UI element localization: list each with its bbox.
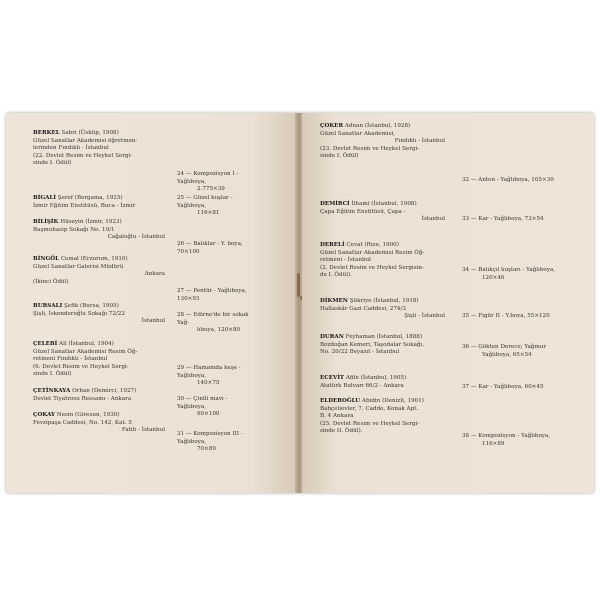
work-number: 37 <box>462 384 470 390</box>
work-dimensions: 60×100 <box>197 411 220 418</box>
work-dimensions: lıboya, 120×80 <box>197 327 241 334</box>
work-entry <box>462 313 572 321</box>
artist-address-line: retmeni - İstanbul <box>320 257 371 264</box>
work-title: — Edirne'de bir sokak Yağ- <box>177 312 249 326</box>
artist-surname: ECEVİT <box>320 375 345 381</box>
artist-entry <box>320 375 445 390</box>
work-entry <box>177 171 255 194</box>
artist-city: Fındıklı - İstanbul <box>394 138 445 145</box>
artist-address-line: B. 4 Ankara <box>320 413 354 420</box>
work-title: — Kompozisyon I - Yağlıboya, <box>177 171 239 185</box>
artist-address-line: (22. Devlet Resim ve Heykel Sergi- <box>33 152 133 159</box>
artist-details: Ali (İstanbul, 1904) <box>59 341 114 347</box>
work-entry <box>177 241 255 256</box>
artist-address-line: Atatürk Bulvarı 66/2 - Ankara <box>320 382 404 389</box>
work-entry <box>177 195 255 218</box>
artist-surname: BİGALİ <box>33 195 57 201</box>
work-title: — Kar - Yağlıboya, 60×45 <box>470 384 544 390</box>
artist-city: Cağaloğlu - İstanbul <box>107 234 165 241</box>
artist-entry <box>33 130 165 168</box>
work-dimensions: Yağlıboya, 65×54 <box>482 351 532 358</box>
artist-address-line: İzmir Eğitim Enstitüsü, Buca - İzmir <box>33 202 136 209</box>
work-entry <box>177 365 255 388</box>
artist-address-line: No. 20/22 Beyazıt - İstanbul <box>320 349 400 356</box>
artist-address-line: Şişli, İskenderoğlu Sokağı 72/22 <box>33 310 125 317</box>
artist-details: Cevat (Rize, 1900) <box>346 242 399 248</box>
artist-city: Fatih - İstanbul <box>121 427 165 434</box>
artist-city: İstanbul <box>421 216 445 223</box>
artist-address-line: (2. Devlet Resim ve Heykel Sergisin- <box>320 264 424 271</box>
artist-address-line: de I. Ödül). <box>320 272 352 279</box>
work-entry <box>177 396 255 419</box>
artist-address-line: (6. Devlet Resim ve Heykel Sergi- <box>33 363 129 370</box>
artist-address-line: lerinden Fındıklı - İstanbul <box>33 145 109 152</box>
artist-award: (İkinci Ödül) <box>33 278 69 285</box>
work-number: 25 <box>177 195 185 201</box>
artist-surname: DURAN <box>320 334 344 340</box>
artist-details: Orhan (Demirci, 1927) <box>72 388 137 394</box>
work-dimensions: 116×81 <box>197 210 220 217</box>
artist-details: Hüseyin (İzmir, 1923) <box>60 219 122 225</box>
artist-details: Cemal (Erzurum, 1910) <box>60 256 128 262</box>
artist-address-line: Hallaskâr Gazi Caddesi, 274/3 <box>320 305 406 312</box>
artist-details: Adnan (İstanbul, 1928) <box>344 123 411 129</box>
work-number: 38 <box>462 433 470 439</box>
work-dimensions: 116×89 <box>482 440 505 447</box>
artist-details: Feyhaman (İstanbul, 1888) <box>345 334 423 340</box>
artist-address-line: Güzel Sanatlar Akademisi öğretmen- <box>33 137 138 144</box>
artist-address-line: Fevzipaşa Caddesi, No. 142, Kat. 5 <box>33 419 132 426</box>
artist-address-line: Çapa Eğitim Enstitüsü, Çapa - <box>320 208 406 215</box>
artist-surname: BİNGÖL <box>33 256 60 262</box>
artist-details: Şeref (Bergama, 1925) <box>57 195 123 201</box>
artist-surname: ÇELEBİ <box>33 341 58 347</box>
artist-details: Şükriye (İstanbul, 1918) <box>349 298 419 304</box>
artist-award-line: (23. Devlet Resim ve Heykel Sergi- <box>320 145 420 152</box>
work-dimensions: 2.775×39 <box>197 186 225 193</box>
work-title: — Gökten Derece; Yağmur <box>470 344 547 350</box>
artist-entry <box>320 242 445 280</box>
binding-staple <box>297 273 300 297</box>
artist-address-line: retmeni Fındıklı - İstanbul <box>33 356 108 363</box>
artist-details: Nesin (Giresun, 1930) <box>56 412 120 418</box>
artist-entry <box>320 123 445 161</box>
work-number: 29 <box>177 365 185 371</box>
artist-entry <box>33 412 165 435</box>
work-number: 24 <box>177 171 185 177</box>
work-entry <box>177 288 255 303</box>
work-title: — Kar - Yağlıboya, 73×54 <box>470 216 544 222</box>
artist-details: Abidin (Denizli, 1901) <box>361 398 424 404</box>
artist-address-line: (25. Devlet Resim ve Heykel Sergi- <box>320 420 420 427</box>
artist-address-line: sinde II. Ödül). <box>320 428 363 435</box>
artist-address-line: Devlet Tiyatrosu Ressamı - Ankara <box>33 395 132 402</box>
artist-entry <box>320 201 445 224</box>
work-number: 30 <box>177 396 185 402</box>
work-title: — Çinili mavi - Yağlıboya, <box>177 396 228 410</box>
work-number: 36 <box>462 344 470 350</box>
artist-address-line: Güzel Sanatlar Galerisi Müdürü <box>33 263 124 270</box>
artist-surname: BURSALI <box>33 303 63 309</box>
artist-address-line: Başmuhasip Sokağı No. 19/1 <box>33 226 115 233</box>
artist-details: Afife (İstanbul, 1905) <box>345 375 407 381</box>
work-title: — Figür II - Y.boya, 55×120 <box>470 313 550 319</box>
artist-entry <box>33 256 165 286</box>
artist-details: Şefik (Bursa, 1905) <box>63 303 119 309</box>
artist-address-line: Güzel Sanatlar Akademisi Resim Öğ- <box>33 348 138 355</box>
artist-surname: BERKEL <box>33 130 60 136</box>
artist-entry <box>320 334 445 357</box>
work-entry <box>177 312 255 335</box>
artist-address-line: sinde I. Ödül) <box>33 160 72 167</box>
artist-entry <box>33 388 165 403</box>
work-number: 26 <box>177 241 185 247</box>
work-title: — Kompozisyon - Yağlıboya, <box>470 433 551 439</box>
work-title: — Kompozisyon III - Yağlıboya, <box>177 431 243 445</box>
open-catalogue-booklet <box>6 113 594 493</box>
artist-address-line: Güzel Sanatlar Akademisi Resim Öğ- <box>320 249 425 256</box>
artist-city: Ankara <box>144 271 165 278</box>
work-title: — Hamamda keşe - Yağlıboya, <box>177 365 241 379</box>
artist-address-line: Güzel Sanatlar Akademisi, <box>320 130 396 137</box>
artist-details: Sabri (Üsküp, 1908) <box>61 130 119 136</box>
work-title: — Balıklar - Y. boya, 70×100 <box>177 241 243 255</box>
work-entry <box>462 267 572 282</box>
work-entry <box>177 431 255 454</box>
artist-entry <box>33 219 165 242</box>
artist-address-line: Bozdoğan Kemeri, Taşodalar Sokağı, <box>320 341 425 348</box>
right-page <box>302 113 594 493</box>
work-number: 33 <box>462 216 470 222</box>
artist-surname: ÇETİNKAYA <box>33 388 71 394</box>
artist-surname: ÇOKER <box>320 123 344 129</box>
artist-address-line: Bahçelievler, 7. Cadde, Konak Apt. <box>320 405 419 412</box>
artist-entry <box>320 298 445 321</box>
artist-entry <box>33 195 165 210</box>
work-number: 34 <box>462 267 470 273</box>
work-number: 27 <box>177 288 185 294</box>
artist-surname: ÇOKAY <box>33 412 56 418</box>
artist-surname: DİKMEN <box>320 298 348 304</box>
artist-entry <box>33 341 165 379</box>
artist-city: İstanbul <box>141 318 165 325</box>
work-number: 35 <box>462 313 470 319</box>
artist-entry <box>320 398 445 436</box>
work-entry <box>462 177 572 185</box>
work-entry <box>462 344 572 359</box>
work-entry <box>462 433 572 448</box>
work-title: — Anten - Yağlıboya, 105×30 <box>470 177 554 183</box>
work-number: 32 <box>462 177 470 183</box>
artist-surname: DEMİRCİ <box>320 201 350 207</box>
work-dimensions: 120×46 <box>482 274 505 281</box>
artist-surname: ELDEROĞLU <box>320 398 361 404</box>
artist-entry <box>33 303 165 326</box>
work-entry <box>462 216 572 224</box>
work-title: — Balıkçıl kuşları - Yağlıboya, <box>470 267 556 273</box>
work-title: — Güzel kuşlar - Yağlıboya, <box>177 195 233 209</box>
artist-details: İlhami (İstanbul, 1908) <box>351 201 417 207</box>
work-number: 31 <box>177 431 185 437</box>
artist-city: Şişli - İstanbul <box>404 313 445 320</box>
artist-surname: DERELİ <box>320 242 345 248</box>
artist-award-line: sinde I. Ödül) <box>320 153 359 160</box>
artist-surname: BİLİŞİK <box>33 219 59 225</box>
work-dimensions: 70×89 <box>197 446 216 453</box>
work-number: 28 <box>177 312 185 318</box>
left-page <box>6 113 296 493</box>
artist-address-line: sinde I. Ödül) <box>33 371 72 378</box>
work-dimensions: 140×75 <box>197 380 220 387</box>
work-title: — Pentür - Yağlıboya, 130×93 <box>177 288 247 302</box>
work-entry <box>462 384 572 392</box>
